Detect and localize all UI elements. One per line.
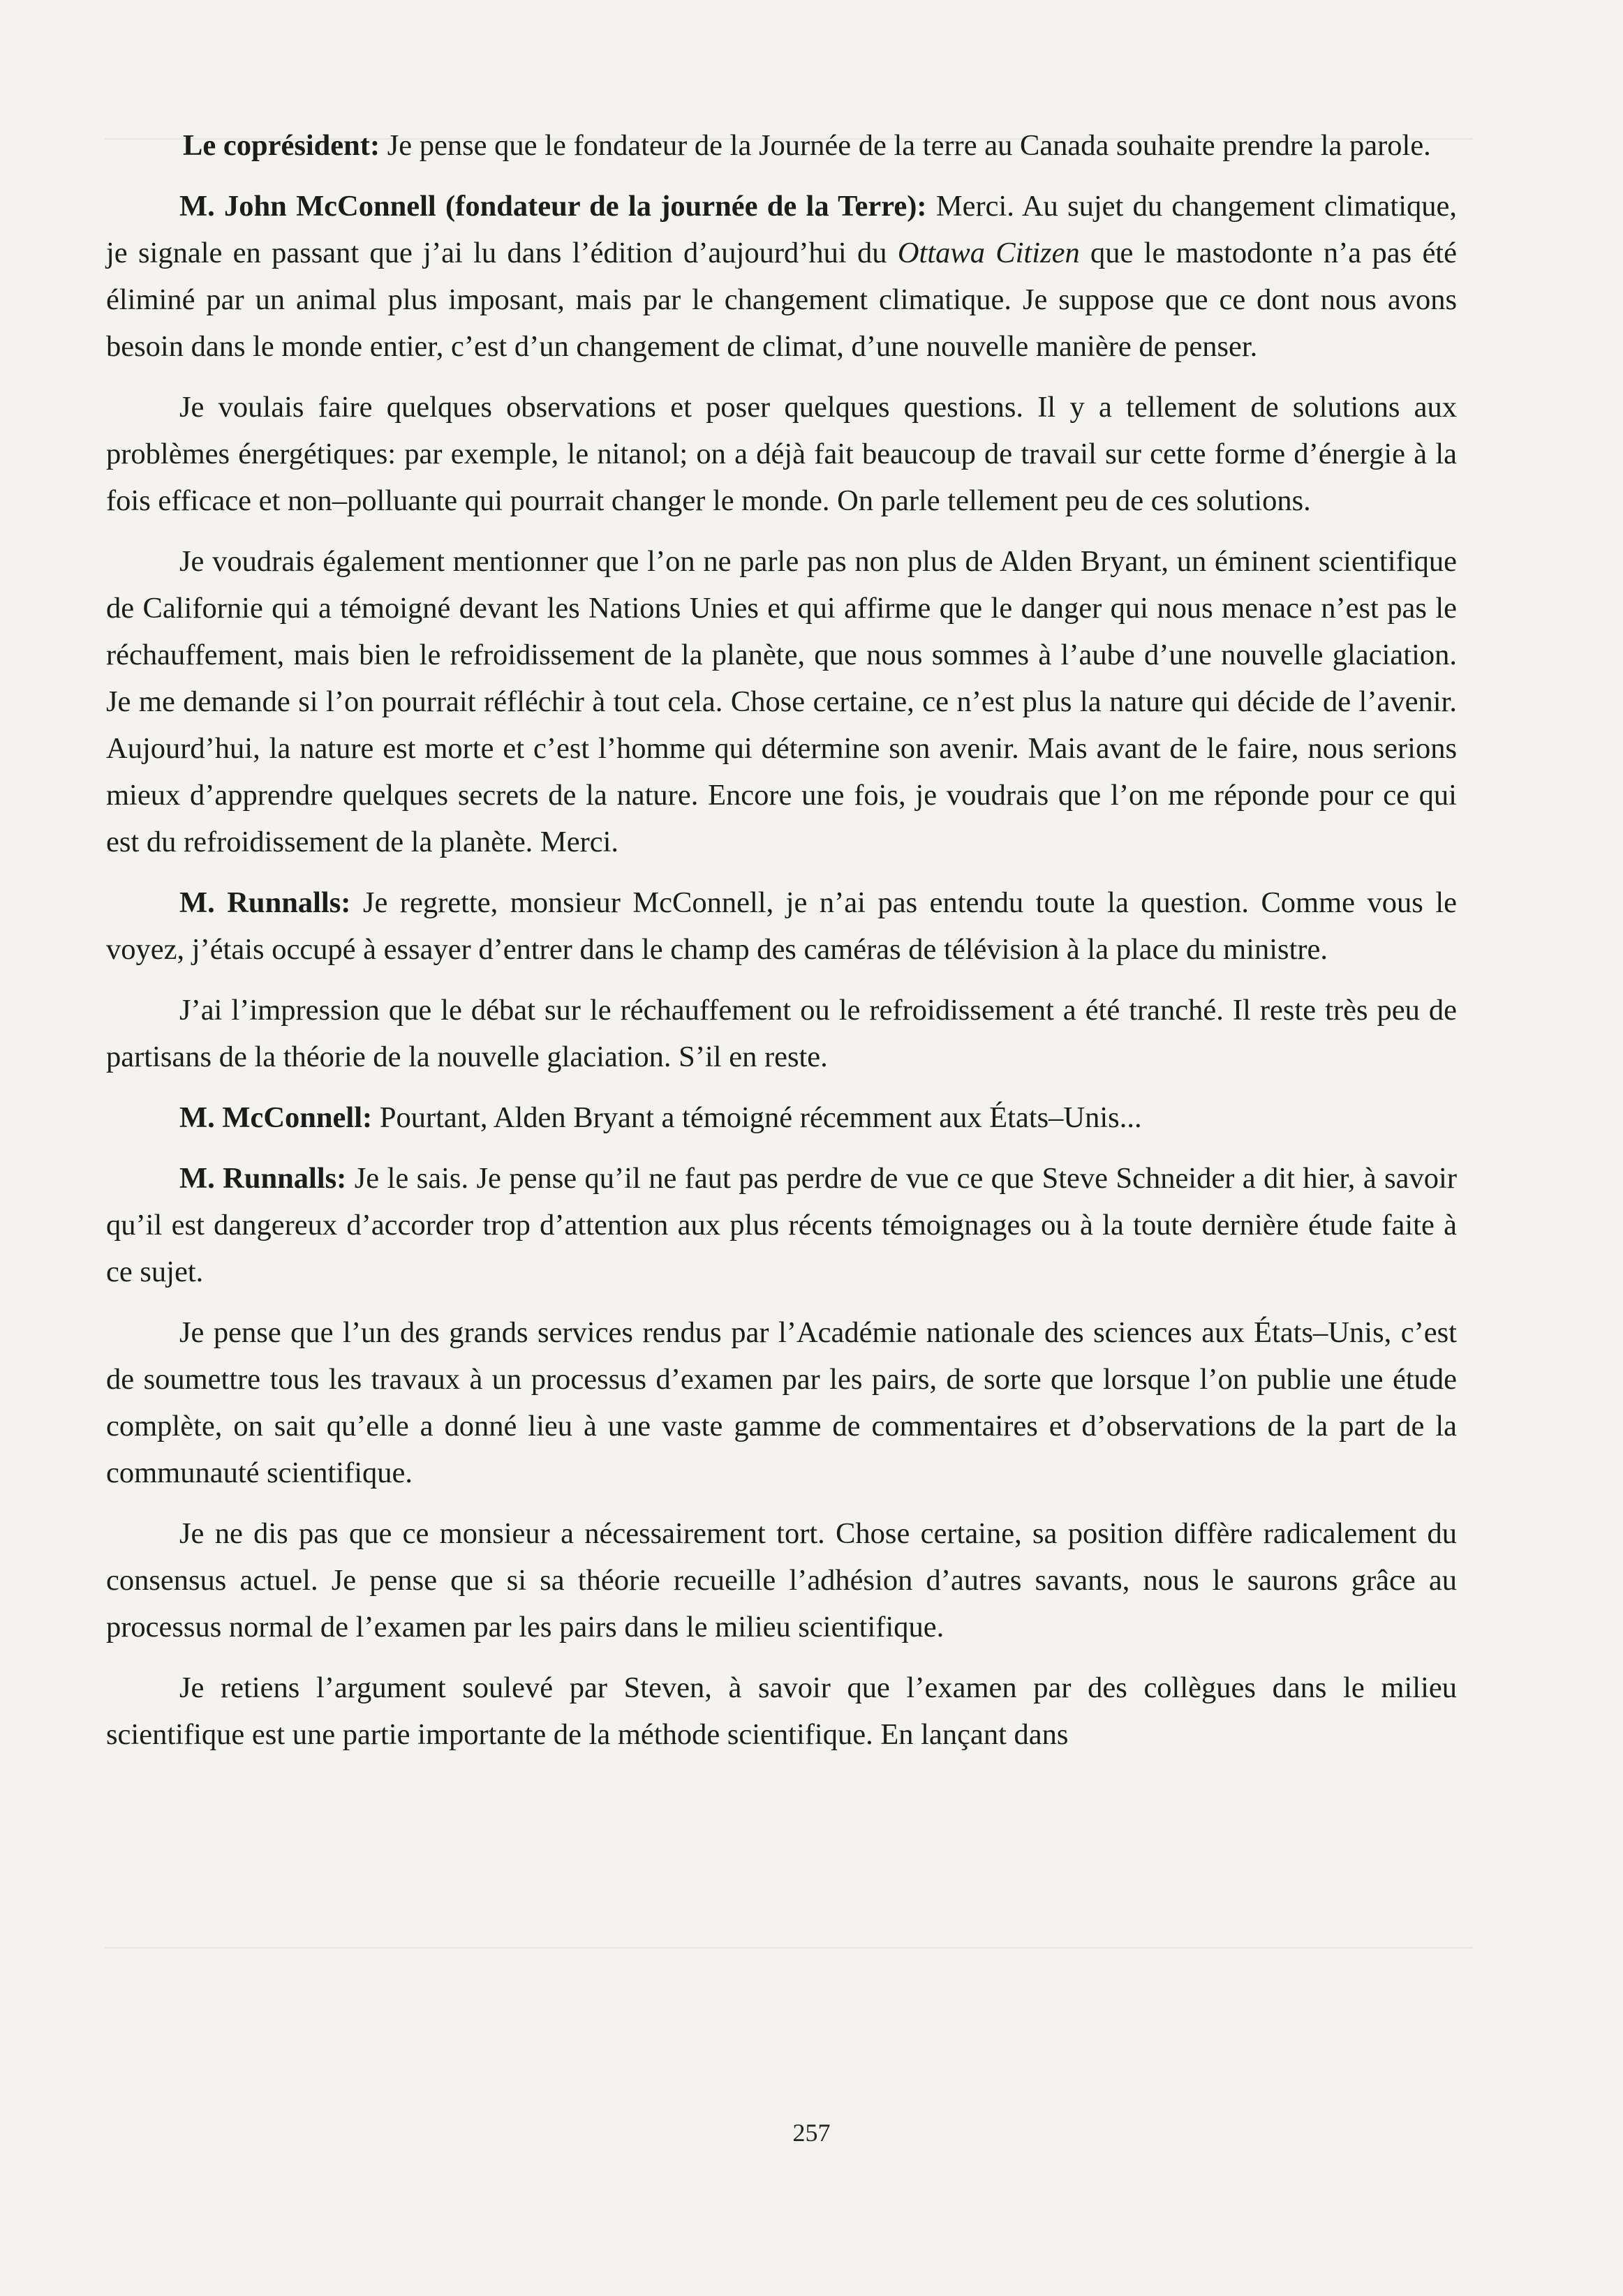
paragraph-text: Je pense que le fondateur de la Journée de la terre au Canada souhaite prendre la parole.	[380, 129, 1431, 162]
bleed-through-line	[105, 1947, 1473, 1948]
paragraph-runnalls-reply	[106, 879, 1457, 973]
speaker-name: M. Runnalls:	[179, 886, 351, 919]
speaker-name: M. McConnell:	[179, 1101, 373, 1134]
speaker-name: M. John McConnell (fondateur de la journée de la Terre):	[179, 190, 927, 223]
paragraph-mcconnell-bryant-testimony	[106, 1094, 1457, 1141]
paragraph-text: Je voulais faire quelques observations et poser quelques questions. Il y a tellement de solutions aux problèmes énergétiques: par exemple, le nitanol; on a déjà fait beaucoup de travail sur cette forme d’énergie à la fois efficace et non–polluante qui pourrait changer le monde. On parle tellement peu de ces solutions.	[106, 391, 1457, 517]
paragraph-text: Pourtant, Alden Bryant a témoigné récemment aux États–Unis...	[372, 1101, 1142, 1134]
paragraph-text: Je pense que l’un des grands services rendus par l’Académie nationale des sciences aux États–Unis, c’est de soumettre tous les travaux à un processus d’examen par les pairs, de sorte que lorsque l’on publie une étude complète, on sait qu’elle a donné lieu à une vaste gamme de commentaires et d’observations de la part de la communauté scientifique.	[106, 1316, 1457, 1489]
paragraph-text: Je retiens l’argument soulevé par Steven, à savoir que l’examen par des collègues dans le milieu scientifique est une partie importante de la méthode scientifique. En lançant dans	[106, 1671, 1457, 1751]
newspaper-title: Ottawa Citizen	[897, 237, 1080, 269]
paragraph-runnalls-consensus	[106, 1510, 1457, 1650]
paragraph-text: Je regrette, monsieur McConnell, je n’ai pas entendu toute la question. Comme vous le voyez, j’étais occupé à essayer d’entrer dans le champ des caméras de télévision à la place du ministre.	[106, 886, 1457, 966]
page-number: 257	[792, 2119, 831, 2147]
paragraph-text: Je voudrais également mentionner que l’on ne parle pas non plus de Alden Bryant, un éminent scientifique de Californie qui a témoigné devant les Nations Unies et qui affirme que le danger qui nous menace n’est pas le réchauffement, mais bien le refroidissement de la planète, que nous sommes à l’aube d’une nouvelle glaciation. Je me demande si l’on pourrait réfléchir à tout cela. Chose certaine, ce n’est plus la nature qui décide de l’avenir. Aujourd’hui, la nature est morte et c’est l’homme qui détermine son avenir. Mais avant de le faire, nous serions mieux d’apprendre quelques secrets de la nature. Encore une fois, je voudrais que l’on me réponde pour ce qui est du refroidissement de la planète. Merci.	[106, 545, 1457, 858]
paragraph-text: J’ai l’impression que le débat sur le réchauffement ou le refroidissement a été tranché. Il reste très peu de partisans de la théorie de la nouvelle glaciation. S’il en reste.	[106, 994, 1457, 1073]
paragraph-runnalls-peer-review	[106, 1664, 1457, 1758]
paragraph-runnalls-academy	[106, 1309, 1457, 1496]
paragraph-runnalls-schneider	[106, 1155, 1457, 1295]
paragraph-cochair	[106, 122, 1457, 169]
paragraph-text: Je le sais. Je pense qu’il ne faut pas perdre de vue ce que Steve Schneider a dit hier, à savoir qu’il est dangereux d’accorder trop d’attention aux plus récents témoignages ou à la toute dernière étude faite à ce sujet.	[106, 1162, 1457, 1288]
paragraph-runnalls-debate	[106, 987, 1457, 1080]
paragraph-mcconnell-bryant	[106, 538, 1457, 865]
speaker-name: Le coprésident:	[183, 129, 380, 162]
paragraph-mcconnell-observations	[106, 384, 1457, 524]
paragraph-mcconnell-intro	[106, 183, 1457, 370]
paragraph-text: que le mastodonte n’a pas été éliminé par un animal plus imposant, mais par le changement climatique. Je suppose que ce dont nous avons besoin dans le monde entier, c’est d’un changement de climat, d’une nouvelle manière de penser.	[106, 237, 1457, 363]
speaker-name: M. Runnalls:	[179, 1162, 347, 1195]
paragraph-text: Je ne dis pas que ce monsieur a nécessairement tort. Chose certaine, sa position diffère radicalement du consensus actuel. Je pense que si sa théorie recueille l’adhésion d’autres savants, nous le saurons grâce au processus normal de l’examen par les pairs dans le milieu scientifique.	[106, 1517, 1457, 1643]
transcript-body	[106, 122, 1457, 1772]
paragraph-text: Merci. Au sujet du changement climatique, je signale en passant que j’ai lu dans l’édition d’aujourd’hui du	[106, 190, 1457, 269]
